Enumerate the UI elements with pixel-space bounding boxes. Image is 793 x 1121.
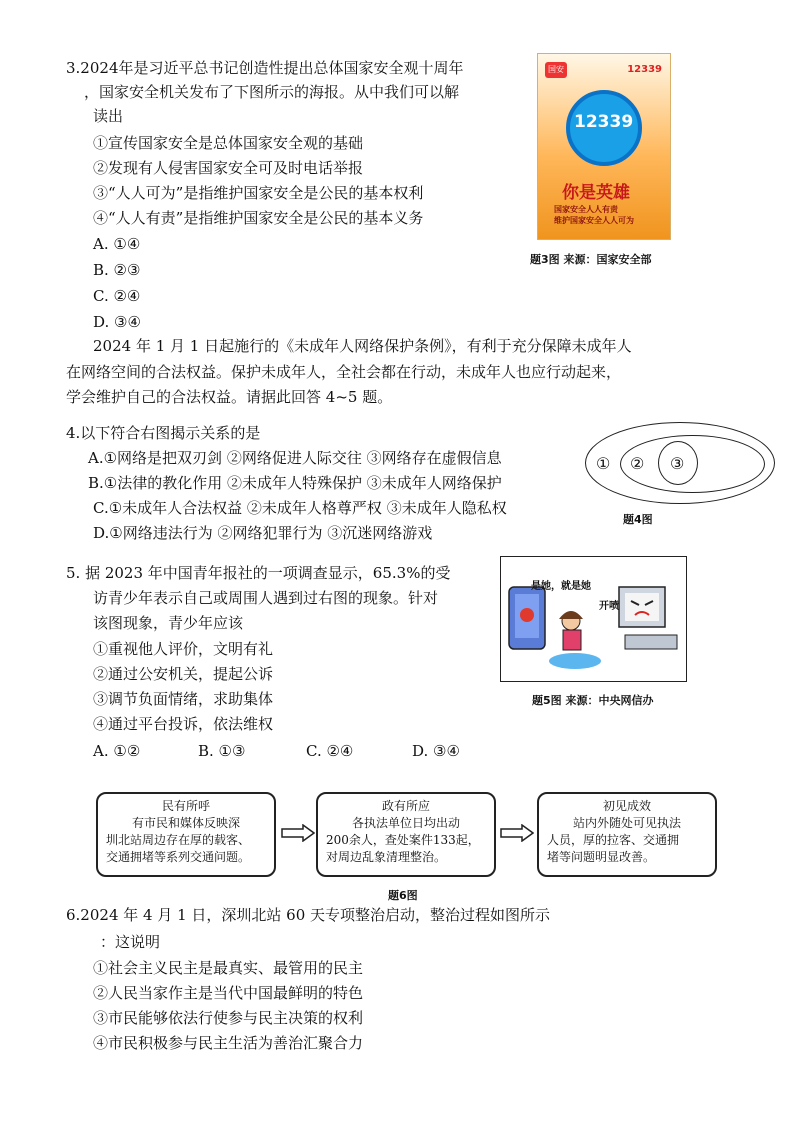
q5-option-b: B. ①③ — [198, 742, 246, 760]
venn-label-3: ③ — [670, 454, 685, 473]
q4-option-c: C.①未成年人合法权益 ②未成年人格尊严权 ③未成年人隐私权 — [93, 499, 507, 517]
poster-slogan — [554, 204, 634, 226]
q3-option-c: C. ②④ — [93, 287, 141, 305]
venn-label-1: ① — [596, 454, 611, 473]
cartoon-speech-1: 是她，就是她 — [531, 581, 591, 592]
flow-box-1-title: 民有所呼 — [161, 799, 210, 813]
flow-box-2-line-1: 各执法单位日均出动 — [352, 816, 461, 830]
flow-box-2 — [316, 792, 496, 877]
q4-option-b: B.①法律的教化作用 ②未成年人特殊保护 ③未成年人网络保护 — [88, 474, 502, 492]
q5-cartoon-image — [500, 556, 687, 682]
poster-slogan-2: 维护国家安全人人可为 — [554, 216, 634, 225]
flow-box-1-line-3: 交通拥堵等系列交通问题。 — [106, 850, 251, 864]
q4-option-d: D.①网络违法行为 ②网络犯罪行为 ③沉迷网络游戏 — [93, 524, 433, 542]
q6-figure-caption: 题6图 — [388, 889, 418, 902]
flow-box-3-line-3: 堵等问题明显改善。 — [547, 850, 656, 864]
flow-box-3 — [537, 792, 717, 877]
q6-statement-4: ④市民积极参与民主生活为善治汇聚合力 — [93, 1034, 364, 1052]
q3-poster-image — [537, 53, 671, 240]
q4-stem: 4.以下符合右图揭示关系的是 — [66, 424, 261, 442]
flow-box-2-line-2: 200余人，查处案件133起， — [326, 833, 480, 847]
intro-line-1: 2024 年 1 月 1 日起施行的《未成年人网络保护条例》，有利于充分保障未成年人 — [93, 337, 632, 355]
q3-option-b: B. ②③ — [93, 261, 141, 279]
q3-stem-line-3: 读出 — [93, 107, 124, 125]
cartoon-speech-2: 开喷 — [599, 601, 619, 612]
q5-caption: 题5图 来源：中央网信办 — [532, 694, 654, 707]
intro-line-3: 学会维护自己的合法权益。请据此回答 4~5 题。 — [66, 388, 393, 406]
q5-stem-line-3: 该图现象，青少年应该 — [93, 614, 244, 632]
q3-option-a: A. ①④ — [93, 235, 141, 253]
q5-option-a: A. ①② — [93, 742, 141, 760]
q3-statement-4: ④“人人有责”是指维护国家安全是公民的基本义务 — [93, 209, 424, 227]
flow-box-1-line-2: 圳北站周边存在厚的载客、 — [106, 833, 251, 847]
flow-box-1-line-1: 有市民和媒体反映深 — [132, 816, 241, 830]
flow-arrow-2 — [500, 824, 534, 842]
q5-option-c: C. ②④ — [306, 742, 354, 760]
q6-stem-line-2: ：这说明 — [100, 933, 161, 951]
flow-arrow-1 — [281, 824, 315, 842]
q5-statement-1: ①重视他人评价，文明有礼 — [93, 640, 274, 658]
poster-slogan-1: 国家安全人人有责 — [554, 205, 618, 214]
q5-option-d: D. ③④ — [412, 742, 460, 760]
q3-statement-1: ①宣传国家安全是总体国家安全观的基础 — [93, 134, 364, 152]
flow-box-3-line-2: 人员，厚的拉客、交通拥 — [547, 833, 680, 847]
q3-stem-line-1: 3.2024年是习近平总书记创造性提出总体国家安全观十周年 — [66, 59, 464, 77]
q4-caption: 题4图 — [623, 513, 653, 526]
q6-statement-1: ①社会主义民主是最真实、最管用的民主 — [93, 959, 364, 977]
q3-statement-3: ③“人人可为”是指维护国家安全是公民的基本权利 — [93, 184, 424, 202]
flow-box-2-title: 政有所应 — [381, 799, 430, 813]
q5-stem-line-2: 访青少年表示自己或周围人遇到过右图的现象。针对 — [93, 589, 439, 607]
poster-hotline: 12339 — [574, 112, 634, 132]
q3-statement-2: ②发现有人侵害国家安全可及时电话举报 — [93, 159, 364, 177]
q3-stem-line-2: ，国家安全机关发布了下图所示的海报。从中我们可以解 — [84, 83, 460, 101]
flow-box-1 — [96, 792, 276, 877]
q5-statement-4: ④通过平台投诉，依法维权 — [93, 715, 274, 733]
q6-statement-2: ②人民当家作主是当代中国最鲜明的特色 — [93, 984, 364, 1002]
poster-headline: 你是英雄 — [562, 183, 630, 203]
poster-phone-number: 12339 — [627, 64, 662, 75]
q3-caption: 题3图 来源：国家安全部 — [530, 253, 652, 266]
flow-box-3-line-1: 站内外随处可见执法 — [573, 816, 682, 830]
cartoon-drawing — [501, 557, 685, 680]
intro-line-2: 在网络空间的合法权益。保护未成年人，全社会都在行动，未成年人也应行动起来， — [66, 363, 622, 381]
q6-stem-line-1: 6.2024 年 4 月 1 日，深圳北站 60 天专项整治启动，整治过程如图所示 — [66, 906, 551, 924]
flow-box-3-title: 初见成效 — [602, 799, 651, 813]
q5-statement-3: ③调节负面情绪，求助集体 — [93, 690, 274, 708]
venn-label-2: ② — [630, 454, 645, 473]
flow-box-2-line-3: 对周边乱象清理整治。 — [326, 850, 447, 864]
poster-logo: 国安 — [545, 62, 567, 78]
q5-stem-line-1: 5. 据 2023 年中国青年报社的一项调查显示，65.3%的受 — [66, 564, 451, 582]
q6-statement-3: ③市民能够依法行使参与民主决策的权利 — [93, 1009, 364, 1027]
q3-option-d: D. ③④ — [93, 313, 141, 331]
q4-option-a: A.①网络是把双刃剑 ②网络促进人际交往 ③网络存在虚假信息 — [88, 449, 502, 467]
q5-statement-2: ②通过公安机关，提起公诉 — [93, 665, 274, 683]
